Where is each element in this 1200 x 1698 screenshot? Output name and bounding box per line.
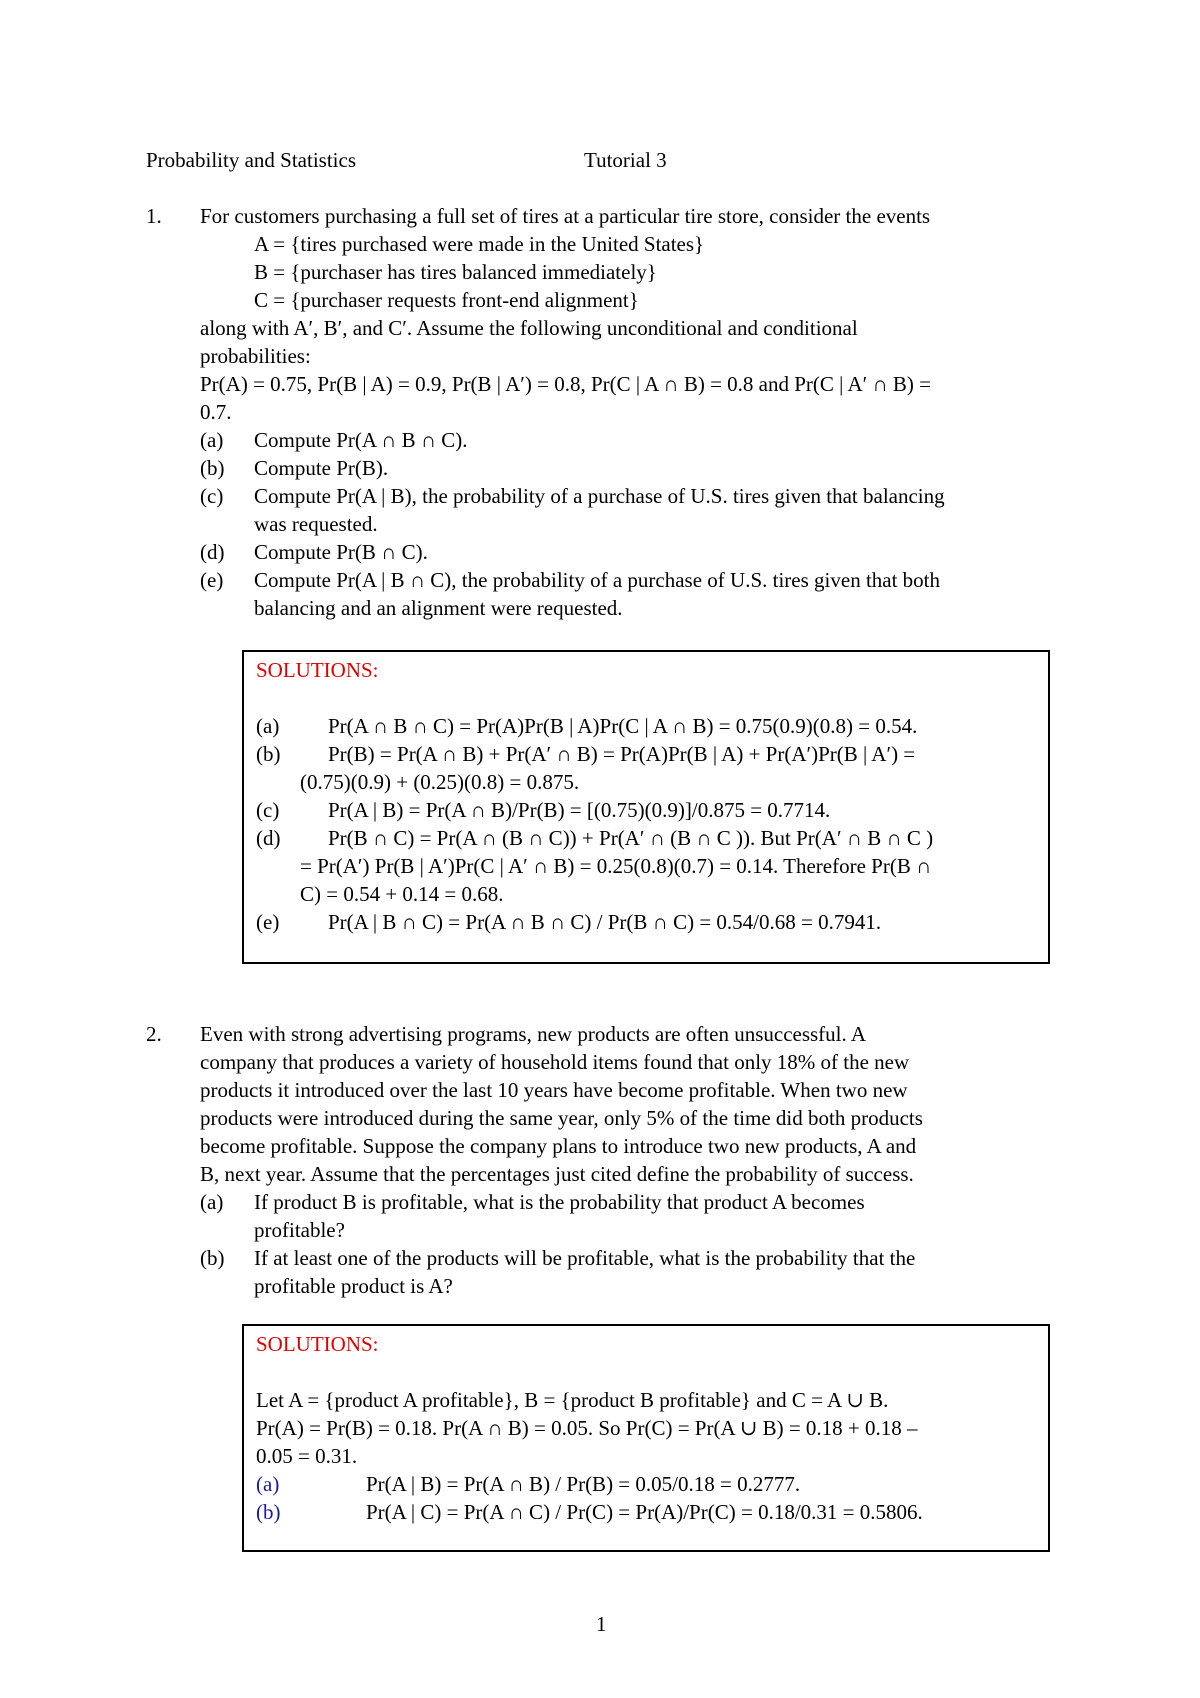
- question-text: For customers purchasing a full set of tires at a particular tire store, consider the events: [200, 204, 931, 228]
- question-text: Pr(A) = 0.75, Pr(B | A) = 0.9, Pr(B | A′) = 0.8, Pr(C | A ∩ B) = 0.8 and Pr(C | A′ ∩ B) =: [200, 372, 931, 396]
- solution-text: Pr(A | B) = Pr(A ∩ B)/Pr(B) = [(0.75)(0.9)]/0.875 = 0.7714.: [328, 798, 831, 822]
- solution-text: Let A = {product A profitable}, B = {product B profitable} and C = A ∪ B.: [256, 1388, 889, 1412]
- part-label: (b): [200, 1246, 225, 1270]
- question-part: [200, 538, 1060, 566]
- question-part: [200, 426, 1060, 454]
- solution-row: [256, 852, 1038, 880]
- question-number: 2.: [146, 1022, 162, 1046]
- solution-text: Pr(A) = Pr(B) = 0.18. Pr(A ∩ B) = 0.05. So Pr(C) = Pr(A ∪ B) = 0.18 + 0.18 –: [256, 1416, 918, 1440]
- part-text: was requested.: [254, 512, 378, 536]
- question-text: products were introduced during the same year, only 5% of the time did both products: [200, 1106, 923, 1130]
- question-part: [200, 1244, 1060, 1272]
- solution-label: (a): [256, 1472, 280, 1496]
- solutions-title: SOLUTIONS:: [256, 658, 379, 682]
- part-label: (a): [200, 1190, 224, 1214]
- part-label: (e): [200, 568, 224, 592]
- solution-row: [256, 1498, 1038, 1526]
- spacer: [256, 684, 1038, 712]
- question-text: B, next year. Assume that the percentages just cited define the probability of success.: [200, 1162, 914, 1186]
- solution-text: Pr(B) = Pr(A ∩ B) + Pr(A′ ∩ B) = Pr(A)Pr(B | A) + Pr(A′)Pr(B | A′) =: [328, 742, 916, 766]
- question-text: along with A′, B′, and C′. Assume the following unconditional and conditional: [200, 316, 858, 340]
- event-definition: C = {purchaser requests front-end alignment}: [254, 288, 639, 312]
- event-definition: A = {tires purchased were made in the United States}: [254, 232, 705, 256]
- solution-row: [256, 768, 1038, 796]
- solutions-title: SOLUTIONS:: [256, 1332, 379, 1356]
- question-part-cont: [200, 594, 1060, 622]
- tutorial-title: Tutorial 3: [584, 148, 667, 172]
- course-title: Probability and Statistics: [146, 148, 356, 172]
- solution-text: Pr(A | B ∩ C) = Pr(A ∩ B ∩ C) / Pr(B ∩ C) = 0.54/0.68 = 0.7941.: [328, 910, 882, 934]
- question-part: [200, 566, 1060, 594]
- solution-row: [256, 908, 1038, 936]
- question-part: [200, 454, 1060, 482]
- solution-row: [256, 796, 1038, 824]
- solution-text: Pr(A | C) = Pr(A ∩ C) / Pr(C) = Pr(A)/Pr(C) = 0.18/0.31 = 0.5806.: [366, 1500, 923, 1524]
- question-1: [200, 202, 1060, 622]
- question-text: 0.7.: [200, 400, 232, 424]
- part-text: Compute Pr(A | B), the probability of a purchase of U.S. tires given that balancing: [254, 484, 945, 508]
- part-text: If product B is profitable, what is the probability that product A becomes: [254, 1190, 865, 1214]
- solution-row: [256, 824, 1038, 852]
- question-text: probabilities:: [200, 344, 311, 368]
- solution-text: Pr(B ∩ C) = Pr(A ∩ (B ∩ C)) + Pr(A′ ∩ (B ∩ C )). But Pr(A′ ∩ B ∩ C ): [328, 826, 934, 850]
- spacer: [256, 1358, 1038, 1386]
- part-text: balancing and an alignment were requested.: [254, 596, 623, 620]
- solution-row: [256, 1470, 1038, 1498]
- solution-label: (d): [256, 826, 281, 850]
- question-text: Even with strong advertising programs, new products are often unsuccessful. A: [200, 1022, 867, 1046]
- question-part: [200, 1188, 1060, 1216]
- solution-row: [256, 740, 1038, 768]
- solutions-box-1: [242, 650, 1050, 964]
- part-text: profitable?: [254, 1218, 345, 1242]
- question-text: products it introduced over the last 10 years have become profitable. When two new: [200, 1078, 908, 1102]
- solution-text: C) = 0.54 + 0.14 = 0.68.: [300, 882, 504, 906]
- question-part-cont: [200, 510, 1060, 538]
- question-part-cont: [200, 1216, 1060, 1244]
- solution-label: (e): [256, 910, 280, 934]
- solution-text: Pr(A ∩ B ∩ C) = Pr(A)Pr(B | A)Pr(C | A ∩ B) = 0.75(0.9)(0.8) = 0.54.: [328, 714, 918, 738]
- question-part-cont: [200, 1272, 1060, 1300]
- solution-row: [256, 712, 1038, 740]
- part-label: (b): [200, 456, 225, 480]
- part-label: (c): [200, 484, 224, 508]
- page-number: 1: [596, 1612, 607, 1636]
- part-text: Compute Pr(A | B ∩ C), the probability of a purchase of U.S. tires given that both: [254, 568, 941, 592]
- question-number: 1.: [146, 204, 162, 228]
- part-text: Compute Pr(B ∩ C).: [254, 540, 428, 564]
- solution-label: (c): [256, 798, 280, 822]
- solution-label: (b): [256, 742, 281, 766]
- part-label: (d): [200, 540, 225, 564]
- solution-label: (b): [256, 1500, 281, 1524]
- solution-text: Pr(A | B) = Pr(A ∩ B) / Pr(B) = 0.05/0.18 = 0.2777.: [366, 1472, 801, 1496]
- part-text: If at least one of the products will be profitable, what is the probability that the: [254, 1246, 916, 1270]
- part-text: profitable product is A?: [254, 1274, 453, 1298]
- part-label: (a): [200, 428, 224, 452]
- question-2: [200, 1020, 1060, 1300]
- solutions-box-2: [242, 1324, 1050, 1552]
- solution-text: 0.05 = 0.31.: [256, 1444, 358, 1468]
- solution-row: [256, 880, 1038, 908]
- solution-text: = Pr(A′) Pr(B | A′)Pr(C | A′ ∩ B) = 0.25(0.8)(0.7) = 0.14. Therefore Pr(B ∩: [300, 854, 932, 878]
- event-definition: B = {purchaser has tires balanced immediately}: [254, 260, 657, 284]
- question-text: become profitable. Suppose the company plans to introduce two new products, A and: [200, 1134, 917, 1158]
- part-text: Compute Pr(A ∩ B ∩ C).: [254, 428, 468, 452]
- solution-label: (a): [256, 714, 280, 738]
- question-text: company that produces a variety of household items found that only 18% of the new: [200, 1050, 910, 1074]
- question-part: [200, 482, 1060, 510]
- part-text: Compute Pr(B).: [254, 456, 389, 480]
- solution-text: (0.75)(0.9) + (0.25)(0.8) = 0.875.: [300, 770, 580, 794]
